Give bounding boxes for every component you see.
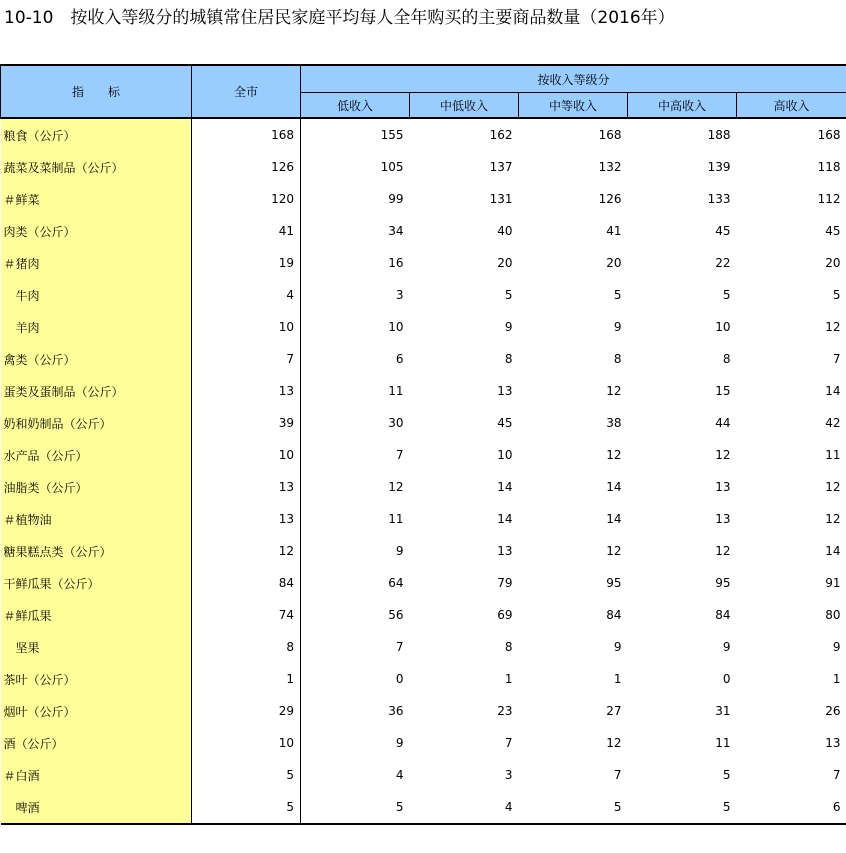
row-label: 茶叶（公斤） [1, 663, 192, 695]
cell-value: 5 [628, 791, 737, 824]
cell-value: 132 [598, 160, 622, 174]
cell-value: 13 [497, 544, 513, 558]
cell-value: 5 [504, 288, 513, 302]
cell-value: 14 [497, 480, 513, 494]
cell-city-total: 8 [192, 631, 301, 663]
header-level: 中高收入 [628, 93, 737, 119]
cell-value: 64 [388, 576, 404, 590]
table-row [1, 631, 846, 663]
row-label: 奶和奶制品（公斤） [1, 407, 192, 439]
cell-value: 12 [606, 448, 622, 462]
cell-value: 27 [606, 704, 622, 718]
table-row [1, 311, 846, 343]
table-body [1, 118, 846, 824]
cell-city-total: 84 [192, 567, 301, 599]
table-row [1, 791, 846, 824]
cell-value: 12 [388, 480, 404, 494]
cell-value: 162 [489, 128, 513, 142]
cell-value: 112 [817, 192, 841, 206]
cell-value: 7 [504, 736, 513, 750]
cell-city-total: 10 [192, 439, 301, 471]
cell-city-total: 13 [192, 471, 301, 503]
cell-city-total: 12 [192, 535, 301, 567]
cell-value: 105 [380, 160, 404, 174]
cell-value: 7 [395, 640, 404, 654]
cell-value: 13 [497, 384, 513, 398]
cell-value: 95 [606, 576, 622, 590]
cell-city-total: 168 [192, 118, 301, 151]
cell-value: 45 [497, 416, 513, 430]
cell-city-total: 39 [192, 407, 301, 439]
header-level: 中低收入 [410, 93, 519, 119]
cell-value: 9 [395, 544, 404, 558]
cell-value: 12 [825, 320, 841, 334]
cell-value: 12 [715, 448, 731, 462]
cell-value: 56 [388, 608, 404, 622]
table-row [1, 407, 846, 439]
cell-value: 20 [825, 256, 841, 270]
row-label: ＃白酒 [1, 759, 192, 791]
header-level: 中等收入 [519, 93, 628, 119]
cell-value: 36 [388, 704, 404, 718]
cell-value: 6 [395, 352, 404, 366]
cell-value: 14 [606, 512, 622, 526]
cell-value: 168 [817, 128, 841, 142]
row-label: 水产品（公斤） [1, 439, 192, 471]
cell-value: 188 [707, 128, 731, 142]
cell-value: 7 [395, 448, 404, 462]
cell-value: 7 [613, 768, 622, 782]
table-title: 10-10 按收入等级分的城镇常住居民家庭平均每人全年购买的主要商品数量（2016年） [4, 8, 675, 28]
cell-value: 9 [832, 640, 841, 654]
table-row [1, 471, 846, 503]
cell-value: 14 [606, 480, 622, 494]
cell-city-total: 10 [192, 311, 301, 343]
cell-value: 118 [817, 160, 841, 174]
cell-value: 42 [825, 416, 841, 430]
cell-city-total: 29 [192, 695, 301, 727]
cell-value: 8 [504, 352, 513, 366]
row-label: 酒（公斤） [1, 727, 192, 759]
cell-value: 1 [504, 672, 513, 686]
data-table [0, 64, 846, 825]
cell-city-total: 74 [192, 599, 301, 631]
cell-city-total: 10 [192, 727, 301, 759]
row-label: 坚果 [1, 631, 192, 663]
cell-value: 9 [722, 640, 731, 654]
cell-value: 11 [388, 512, 404, 526]
cell-value: 10 [715, 320, 731, 334]
cell-value: 99 [388, 192, 404, 206]
cell-value: 4 [395, 768, 404, 782]
cell-value: 12 [825, 480, 841, 494]
cell-value: 139 [707, 160, 731, 174]
cell-city-total: 7 [192, 343, 301, 375]
cell-value: 20 [606, 256, 622, 270]
cell-value: 131 [489, 192, 513, 206]
row-label: 烟叶（公斤） [1, 695, 192, 727]
cell-value: 91 [825, 576, 841, 590]
table-row [1, 279, 846, 311]
cell-value: 5 [722, 768, 731, 782]
table-row [1, 439, 846, 471]
cell-value: 16 [388, 256, 404, 270]
cell-value: 13 [825, 736, 841, 750]
cell-value: 14 [497, 512, 513, 526]
cell-value: 9 [613, 320, 622, 334]
cell-value: 26 [825, 704, 841, 718]
cell-value: 9 [504, 320, 513, 334]
cell-value: 14 [825, 544, 841, 558]
table-row [1, 599, 846, 631]
cell-value: 0 [722, 672, 731, 686]
cell-value: 79 [497, 576, 513, 590]
table-row [1, 759, 846, 791]
cell-value: 41 [606, 224, 622, 238]
cell-value: 12 [825, 512, 841, 526]
cell-value: 4 [410, 791, 519, 824]
cell-value: 5 [832, 288, 841, 302]
cell-value: 11 [388, 384, 404, 398]
header-city-total: 全市 [192, 65, 301, 118]
cell-value: 69 [497, 608, 513, 622]
cell-value: 5 [722, 288, 731, 302]
cell-value: 10 [497, 448, 513, 462]
cell-value: 95 [715, 576, 731, 590]
row-label: 肉类（公斤） [1, 215, 192, 247]
cell-value: 168 [598, 128, 622, 142]
cell-value: 12 [606, 544, 622, 558]
cell-value: 13 [715, 480, 731, 494]
row-label: 牛肉 [1, 279, 192, 311]
cell-value: 20 [497, 256, 513, 270]
cell-value: 10 [388, 320, 404, 334]
table-row [1, 663, 846, 695]
row-label: ＃鲜瓜果 [1, 599, 192, 631]
row-label: 啤酒 [1, 791, 192, 824]
cell-value: 11 [825, 448, 841, 462]
cell-value: 38 [606, 416, 622, 430]
cell-value: 13 [715, 512, 731, 526]
cell-value: 45 [715, 224, 731, 238]
cell-value: 8 [504, 640, 513, 654]
table-row [1, 215, 846, 247]
cell-value: 0 [395, 672, 404, 686]
cell-value: 7 [832, 768, 841, 782]
cell-value: 5 [613, 288, 622, 302]
header-level: 低收入 [301, 93, 410, 119]
table-row [1, 695, 846, 727]
cell-city-total: 19 [192, 247, 301, 279]
cell-value: 8 [613, 352, 622, 366]
table-row [1, 343, 846, 375]
table-row [1, 375, 846, 407]
cell-value: 31 [715, 704, 731, 718]
cell-value: 6 [737, 791, 846, 824]
row-label: 干鲜瓜果（公斤） [1, 567, 192, 599]
cell-city-total: 41 [192, 215, 301, 247]
cell-value: 3 [395, 288, 404, 302]
row-label: 油脂类（公斤） [1, 471, 192, 503]
header-indicator: 指 标 [1, 65, 192, 118]
cell-value: 5 [301, 791, 410, 824]
cell-value: 84 [715, 608, 731, 622]
cell-value: 11 [715, 736, 731, 750]
row-label: 羊肉 [1, 311, 192, 343]
cell-value: 126 [598, 192, 622, 206]
cell-value: 9 [395, 736, 404, 750]
table-row [1, 503, 846, 535]
table-row [1, 727, 846, 759]
table-row [1, 151, 846, 183]
header-level: 高收入 [737, 93, 846, 119]
table-row [1, 535, 846, 567]
cell-value: 22 [715, 256, 731, 270]
cell-value: 1 [613, 672, 622, 686]
cell-city-total: 120 [192, 183, 301, 215]
cell-value: 12 [606, 736, 622, 750]
cell-city-total: 5 [192, 791, 301, 824]
cell-value: 155 [380, 128, 404, 142]
cell-value: 133 [707, 192, 731, 206]
row-label: 蛋类及蛋制品（公斤） [1, 375, 192, 407]
table-row [1, 567, 846, 599]
table-row [1, 247, 846, 279]
cell-value: 15 [715, 384, 731, 398]
cell-city-total: 13 [192, 375, 301, 407]
cell-value: 34 [388, 224, 404, 238]
cell-value: 44 [715, 416, 731, 430]
cell-value: 23 [497, 704, 513, 718]
table-row [1, 118, 846, 151]
cell-value: 137 [489, 160, 513, 174]
cell-value: 1 [832, 672, 841, 686]
cell-city-total: 126 [192, 151, 301, 183]
cell-value: 30 [388, 416, 404, 430]
cell-value: 45 [825, 224, 841, 238]
cell-value: 14 [825, 384, 841, 398]
cell-city-total: 4 [192, 279, 301, 311]
cell-value: 7 [832, 352, 841, 366]
cell-value: 9 [613, 640, 622, 654]
table-row [1, 183, 846, 215]
cell-value: 8 [722, 352, 731, 366]
cell-city-total: 5 [192, 759, 301, 791]
cell-value: 40 [497, 224, 513, 238]
cell-value: 5 [519, 791, 628, 824]
cell-value: 12 [606, 384, 622, 398]
cell-city-total: 1 [192, 663, 301, 695]
cell-city-total: 13 [192, 503, 301, 535]
row-label: 禽类（公斤） [1, 343, 192, 375]
row-label: 粮食（公斤） [1, 118, 192, 151]
row-label: 糖果糕点类（公斤） [1, 535, 192, 567]
row-label: ＃鲜菜 [1, 183, 192, 215]
cell-value: 3 [504, 768, 513, 782]
row-label: ＃植物油 [1, 503, 192, 535]
header-income-group: 按收入等级分 [301, 65, 846, 93]
cell-value: 12 [715, 544, 731, 558]
cell-value: 84 [606, 608, 622, 622]
row-label: ＃猪肉 [1, 247, 192, 279]
cell-value: 80 [825, 608, 841, 622]
row-label: 蔬菜及菜制品（公斤） [1, 151, 192, 183]
